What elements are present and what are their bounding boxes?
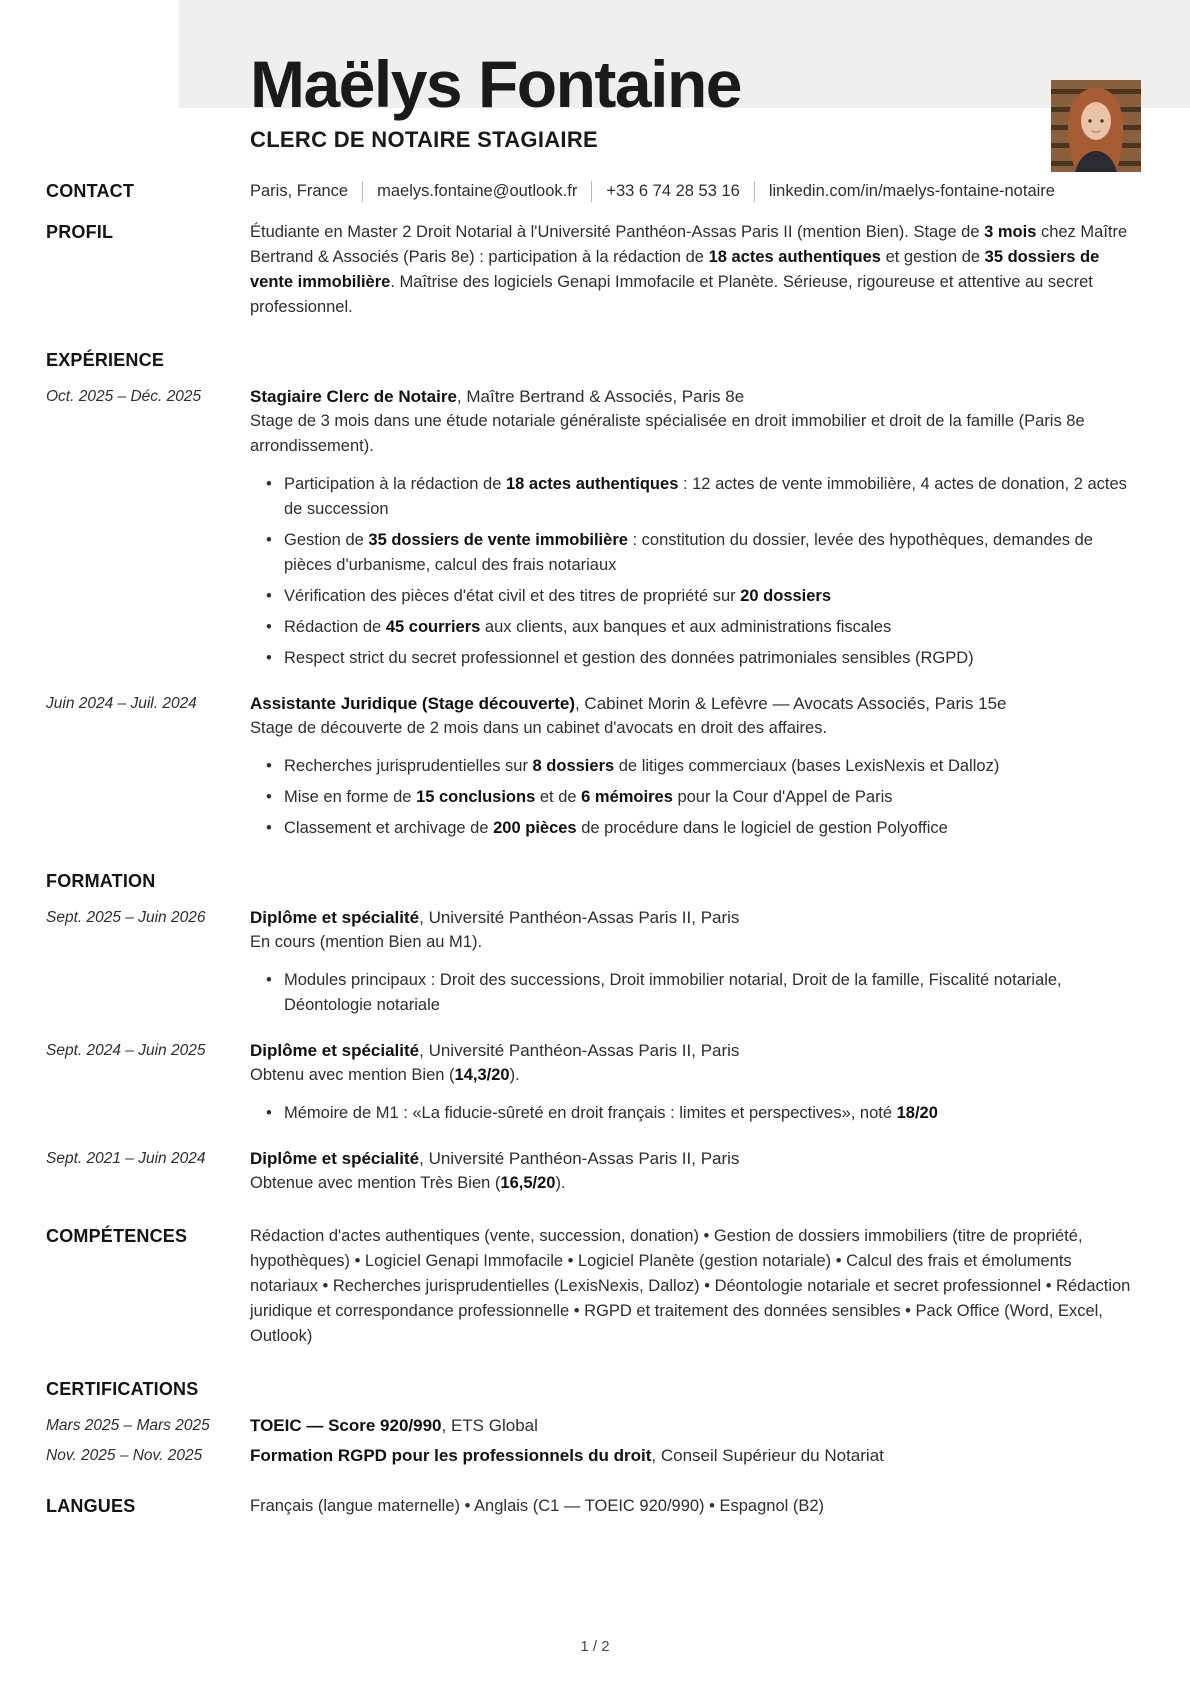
entry-title — [250, 1038, 1144, 1063]
certifications-header: CERTIFICATIONS — [46, 1378, 199, 1399]
formation-header: FORMATION — [46, 870, 156, 891]
formation-entry — [0, 1146, 1190, 1196]
text-segment: Mémoire de M1 : «La fiducie-sûreté en droit français : limites et perspectives», noté — [284, 1103, 897, 1122]
bold-text-segment: Diplôme et spécialité — [250, 1040, 420, 1060]
entry-dates-cell — [46, 384, 250, 409]
profil-label-cell — [46, 220, 250, 245]
langues-label: LANGUES — [46, 1495, 136, 1516]
langues-content — [250, 1494, 1144, 1519]
text-segment: , Université Panthéon-Assas Paris II, Paris — [419, 1148, 740, 1168]
text-segment: ). — [509, 1065, 520, 1084]
entry-description — [250, 409, 1144, 459]
experience-entry — [0, 691, 1190, 841]
certification-entry — [0, 1443, 1190, 1468]
formation-entry — [0, 905, 1190, 1018]
portrait-illustration — [1051, 80, 1141, 172]
entry-content — [250, 1413, 1144, 1438]
bullet-item — [266, 528, 1144, 578]
text-segment: Gestion de — [284, 530, 369, 549]
bold-text-segment: Stagiaire Clerc de Notaire — [250, 386, 457, 406]
bold-text-segment: 3 mois — [984, 222, 1037, 241]
bullet-item — [266, 816, 1144, 841]
text-segment: Modules principaux : Droit des successions, Droit immobilier notarial, Droit de la famille, Fiscalité notariale, Déontologie notariale — [284, 970, 1062, 1014]
text-segment: de litiges commerciaux (bases LexisNexis et Dalloz) — [614, 756, 1000, 775]
bullet-item — [266, 615, 1144, 640]
contact-item: Paris, France — [250, 181, 349, 200]
text-segment: Obtenu avec mention Bien ( — [250, 1065, 455, 1084]
bold-text-segment: TOEIC — Score 920/990 — [250, 1415, 442, 1435]
bold-text-segment: Diplôme et spécialité — [250, 1148, 420, 1168]
contact-line — [250, 179, 1144, 204]
entry-content — [250, 905, 1144, 1018]
text-segment: Recherches jurisprudentielles sur — [284, 756, 533, 775]
formation-entry — [0, 1038, 1190, 1126]
text-segment: Mise en forme de — [284, 787, 417, 806]
text-segment: Rédaction de — [284, 617, 386, 636]
contact-label-cell — [46, 179, 250, 204]
text-segment: Vérification des pièces d'état civil et des titres de propriété sur — [284, 586, 741, 605]
competences-content — [250, 1224, 1144, 1349]
text-segment: Classement et archivage de — [284, 818, 494, 837]
profile-photo — [1051, 80, 1141, 172]
text-segment: et gestion de — [880, 247, 985, 266]
resume-header — [0, 0, 1190, 153]
profil-content — [250, 220, 1144, 320]
bold-text-segment: 35 dossiers de vente immobilière — [250, 247, 1100, 291]
bold-text-segment: 15 conclusions — [416, 787, 536, 806]
entry-dates-cell — [46, 1038, 250, 1063]
bold-text-segment: 14,3/20 — [454, 1065, 510, 1084]
competences-label: COMPÉTENCES — [46, 1225, 188, 1246]
entry-dates-cell — [46, 905, 250, 930]
text-segment: chez Maître Bertrand & Associés (Paris 8e) : participation à la rédaction de — [250, 222, 1128, 266]
bold-text-segment: Assistante Juridique (Stage découverte) — [250, 693, 575, 713]
text-segment: , Université Panthéon-Assas Paris II, Paris — [419, 1040, 740, 1060]
langues-section — [0, 1494, 1190, 1519]
text-segment: En cours (mention Bien au M1). — [250, 932, 483, 951]
date-range: Juin 2024 – Juil. 2024 — [46, 694, 197, 712]
bold-text-segment: Diplôme et spécialité — [250, 907, 420, 927]
certification-entries — [0, 1413, 1190, 1468]
entry-title — [250, 384, 1144, 409]
profil-label: PROFIL — [46, 221, 114, 242]
contact-item: linkedin.com/in/maelys-fontaine-notaire — [768, 181, 1055, 200]
competences-section — [0, 1224, 1190, 1349]
langues-text — [250, 1494, 1144, 1519]
text-segment: , Maître Bertrand & Associés, Paris 8e — [456, 386, 745, 406]
entry-description — [250, 716, 1144, 741]
separator — [591, 181, 592, 202]
profil-text — [250, 220, 1144, 320]
bullet-list — [250, 968, 1144, 1018]
text-segment: pour la Cour d'Appel de Paris — [672, 787, 893, 806]
bold-text-segment: 18 actes authentiques — [505, 474, 679, 493]
bold-text-segment: 16,5/20 — [500, 1173, 556, 1192]
entry-description — [250, 1063, 1144, 1088]
text-segment: Stage de découverte de 2 mois dans un cabinet d'avocats en droit des affaires. — [250, 718, 828, 737]
entry-content — [250, 384, 1144, 671]
text-segment: , Université Panthéon-Assas Paris II, Paris — [419, 907, 740, 927]
text-segment: Participation à la rédaction de — [284, 474, 506, 493]
text-segment: aux clients, aux banques et aux administrations fiscales — [480, 617, 892, 636]
bold-text-segment: 35 dossiers de vente immobilière — [368, 530, 628, 549]
contact-item: maelys.fontaine@outlook.fr — [377, 181, 578, 200]
text-segment: Stage de 3 mois dans une étude notariale généraliste spécialisée en droit immobilier et droit de la famille (Paris 8e arrondissement). — [250, 411, 1085, 455]
competences-text — [250, 1224, 1144, 1349]
bullet-item — [266, 472, 1144, 522]
bullet-list — [250, 1101, 1144, 1126]
entry-title — [250, 1146, 1144, 1171]
bullet-item — [266, 584, 1144, 609]
bold-text-segment: Formation RGPD pour les professionnels du droit — [250, 1445, 652, 1465]
text-segment: de procédure dans le logiciel de gestion Polyoffice — [576, 818, 948, 837]
entry-description — [250, 1171, 1144, 1196]
entry-title — [250, 905, 1144, 930]
bullet-item — [266, 785, 1144, 810]
bold-text-segment: 18 actes authentiques — [708, 247, 881, 266]
profil-section — [0, 220, 1190, 320]
experience-header: EXPÉRIENCE — [46, 349, 165, 370]
entry-title — [250, 1413, 1144, 1438]
bold-text-segment: 18/20 — [896, 1103, 938, 1122]
text-segment: Respect strict du secret professionnel et gestion des données patrimoniales sensibles (RGPD) — [284, 648, 974, 667]
entry-dates-cell — [46, 1146, 250, 1171]
name-heading: Maëlys Fontaine — [250, 47, 741, 121]
contact-label: CONTACT — [46, 180, 135, 201]
date-range: Mars 2025 – Mars 2025 — [46, 1416, 210, 1434]
text-segment: ). — [555, 1173, 566, 1192]
competences-label-cell — [46, 1224, 250, 1249]
entry-content — [250, 1146, 1144, 1196]
entry-content — [250, 1038, 1144, 1126]
bold-text-segment: 20 dossiers — [740, 586, 832, 605]
entry-dates-cell — [46, 1443, 250, 1468]
entry-dates-cell — [46, 1413, 250, 1438]
text-segment: , Cabinet Morin & Lefèvre — Avocats Associés, Paris 15e — [574, 693, 1007, 713]
text-segment: , Conseil Supérieur du Notariat — [651, 1445, 884, 1465]
bold-text-segment: 45 courriers — [385, 617, 481, 636]
contact-item: +33 6 74 28 53 16 — [606, 181, 740, 200]
bold-text-segment: 200 pièces — [493, 818, 577, 837]
date-range: Oct. 2025 – Déc. 2025 — [46, 387, 202, 405]
bullet-item — [266, 1101, 1144, 1126]
entry-content — [250, 691, 1144, 841]
formation-entries — [0, 905, 1190, 1196]
date-range: Sept. 2021 – Juin 2024 — [46, 1149, 206, 1167]
entry-content — [250, 1443, 1144, 1468]
entry-title — [250, 691, 1144, 716]
bullet-item — [266, 968, 1144, 1018]
bullet-item — [266, 646, 1144, 671]
experience-entries — [0, 384, 1190, 841]
bullet-list — [250, 472, 1144, 671]
text-segment: Français (langue maternelle) • Anglais (C1 — TOEIC 920/990) • Espagnol (B2) — [250, 1496, 825, 1515]
entry-dates-cell — [46, 691, 250, 716]
entry-title — [250, 1443, 1144, 1468]
experience-entry — [0, 384, 1190, 671]
text-segment: , ETS Global — [441, 1415, 538, 1435]
entry-description — [250, 930, 1144, 955]
certification-entry — [0, 1413, 1190, 1438]
text-segment: et de — [535, 787, 582, 806]
date-range: Nov. 2025 – Nov. 2025 — [46, 1446, 203, 1464]
separator — [754, 181, 755, 202]
date-range: Sept. 2025 – Juin 2026 — [46, 908, 206, 926]
text-segment: : constitution du dossier, levée des hypothèques, demandes de pièces d'urbanisme, calcul des frais notariaux — [284, 530, 1093, 574]
date-range: Sept. 2024 – Juin 2025 — [46, 1041, 206, 1059]
langues-label-cell — [46, 1494, 250, 1519]
page-indicator: 1 / 2 — [580, 1638, 610, 1655]
separator — [362, 181, 363, 202]
text-segment: Rédaction d'actes authentiques (vente, succession, donation) • Gestion de dossiers immobiliers (titre de propriété, hypothèques) • Logiciel Genapi Immofacile • Logiciel Planète (gestion notariale) • Calcul des frais et émoluments notariaux • Recherches jurisprudentielles (LexisNexis, Dalloz) • Déontologie notariale et secret professionnel • Rédaction juridique et correspondance professionnelle • RGPD et traitement des données sensibles • Pack Office (Word, Excel, Outlook) — [250, 1226, 1131, 1345]
text-segment: : 12 actes de vente immobilière, 4 actes de donation, 2 actes de succession — [284, 474, 1127, 518]
job-title: CLERC DE NOTAIRE STAGIAIRE — [250, 126, 598, 152]
bold-text-segment: 8 dossiers — [532, 756, 615, 775]
contact-section — [0, 179, 1190, 204]
text-segment: Étudiante en Master 2 Droit Notarial à l'Université Panthéon-Assas Paris II (mention Bien). Stage de — [250, 222, 985, 241]
bullet-list — [250, 754, 1144, 841]
bold-text-segment: 6 mémoires — [581, 787, 673, 806]
bullet-item — [266, 754, 1144, 779]
text-segment: . Maîtrise des logiciels Genapi Immofacile et Planète. Sérieuse, rigoureuse et attentive au secret professionnel. — [250, 272, 1093, 316]
text-segment: Obtenue avec mention Très Bien ( — [250, 1173, 501, 1192]
